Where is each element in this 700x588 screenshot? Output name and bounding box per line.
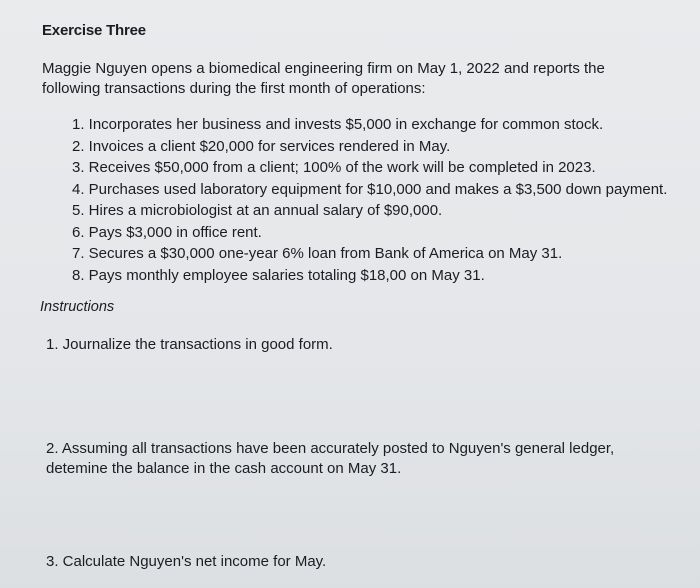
transaction-item: 1. Incorporates her business and invests $5,000 in exchange for common stock. [72, 116, 604, 133]
transaction-list [72, 114, 672, 286]
transaction-item: 5. Hires a microbiologist at an annual salary of $90,000. [72, 202, 443, 219]
instruction-item-1: 1. Journalize the transactions in good form. [46, 336, 333, 353]
exercise-title: Exercise Three [42, 22, 146, 39]
instruction-item-3: 3. Calculate Nguyen's net income for May. [46, 553, 327, 570]
transaction-item: 2. Invoices a client $20,000 for services rendered in May. [72, 137, 451, 155]
transaction-item: 4. Purchases used laboratory equipment for $10,000 and makes a $3,500 down payment. [72, 180, 668, 198]
exercise-intro: Maggie Nguyen opens a biomedical engineering firm on May 1, 2022 and reports the following transactions during the first month of operations: [42, 60, 605, 97]
transaction-item: 7. Secures a $30,000 one-year 6% loan from Bank of America on May 31. [72, 245, 563, 262]
instructions-heading: Instructions [40, 299, 115, 315]
transaction-item: 6. Pays $3,000 in office rent. [72, 223, 262, 241]
transaction-item: 8. Pays monthly employee salaries totaling $18,00 on May 31. [72, 266, 485, 284]
transaction-item: 3. Receives $50,000 from a client; 100% of the work will be completed in 2023. [72, 159, 596, 176]
instruction-item-2: 2. Assuming all transactions have been accurately posted to Nguyen's general ledger, detemine the balance in the cash account on May 31. [46, 440, 615, 477]
